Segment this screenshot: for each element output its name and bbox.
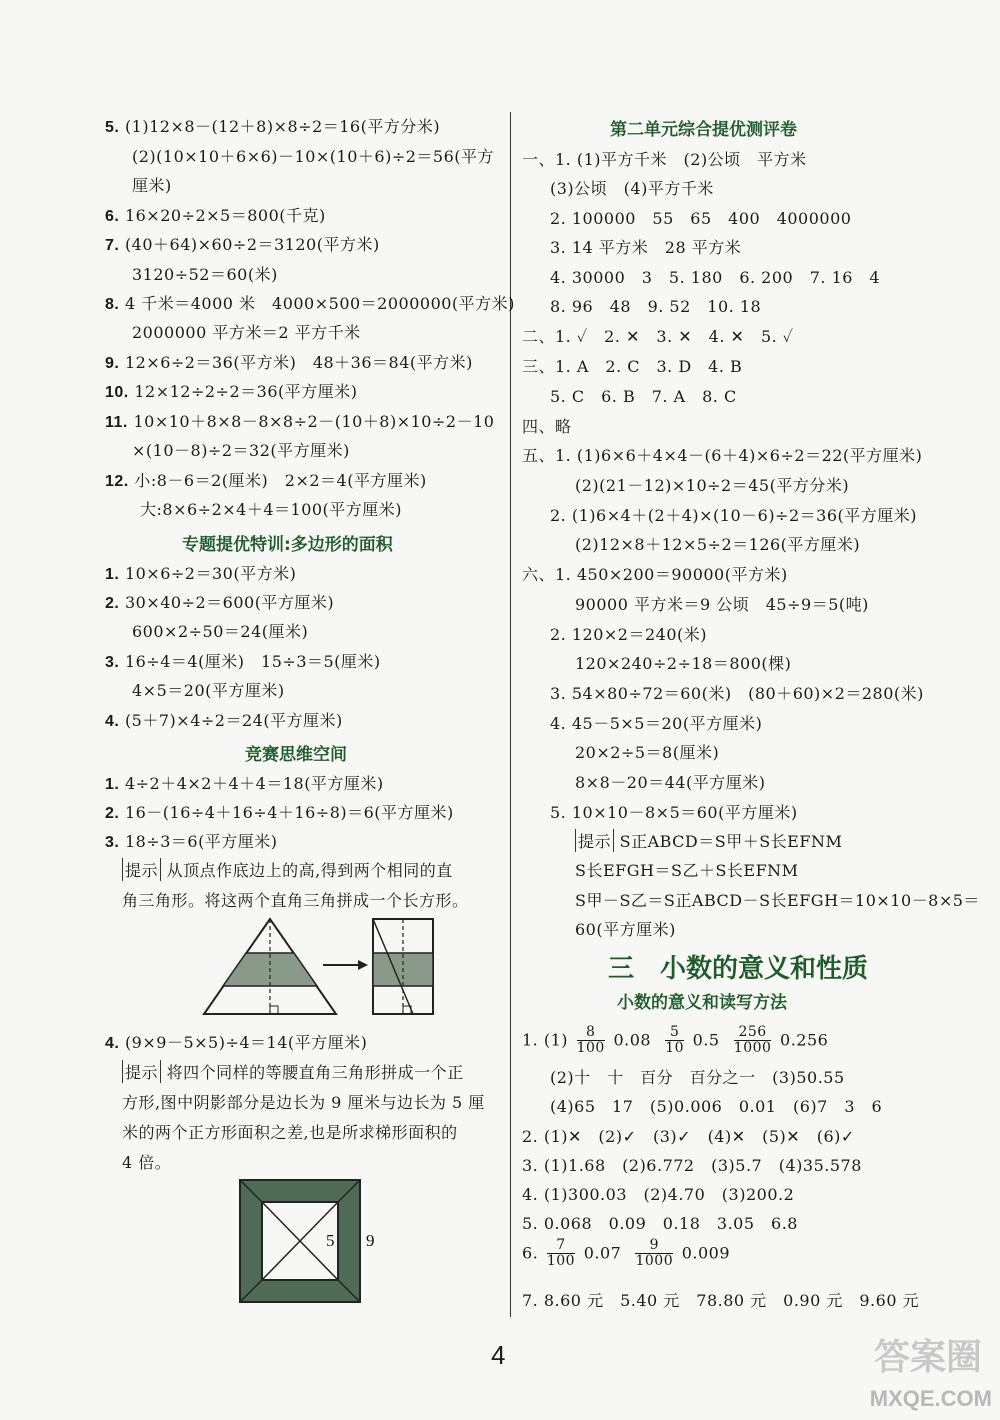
answer-text: 5. C 6. B 7. A 8. C <box>550 387 737 406</box>
question-number: 7. <box>105 237 120 254</box>
answer-text: (4)65 17 (5)0.006 0.01 (6)7 3 6 <box>550 1097 883 1116</box>
question-number: 6. <box>105 208 120 225</box>
answer-line <box>105 590 334 613</box>
answer-text: 4÷2＋4×2＋4＋4＝18(平方厘米) <box>124 774 384 793</box>
hint-3-line1 <box>122 858 453 881</box>
left-q4: 4. (9×9－5×5)÷4＝14(平方厘米) <box>105 1033 368 1052</box>
answer-line <box>132 678 285 701</box>
fraction: $\frac{5}{10}$ <box>665 1024 685 1057</box>
unit-test-heading: 第二单元综合提优测评卷 <box>610 120 797 140</box>
answer-text: 5. 0.068 0.09 0.18 3.05 6.8 <box>522 1214 798 1233</box>
q1-fractions: 1. (1) $\frac{8}{100}$ 0.08 $\frac{5}{10}$ 0.5 $\frac{256}{1000}$ 0.256 <box>522 1024 829 1057</box>
answer-line <box>522 354 742 377</box>
hint-4-line1: 提示 将四个同样的等腰直角三角形拼成一个正 <box>122 1060 464 1083</box>
fraction: $\frac{7}{100}$ <box>546 1237 576 1270</box>
answer-line <box>105 561 296 584</box>
question-number: 5. <box>105 119 120 136</box>
watermark-logo: 答案圈 <box>873 1337 982 1378</box>
answer-line <box>140 497 402 520</box>
answer-text: 三、1. A 2. C 3. D 4. B <box>522 357 743 376</box>
answer-text: 16×20÷2×5＝800(千克) <box>124 206 326 225</box>
answer-line <box>550 235 741 258</box>
question-number: 10. <box>105 384 129 401</box>
answer-line <box>132 438 350 461</box>
answer-text: 2. (1)✕ (2)✓ (3)✓ (4)✕ (5)✕ (6)✓ <box>522 1127 855 1146</box>
answer-line <box>105 203 326 226</box>
arrow-head-icon <box>358 960 368 970</box>
answer-text: 120×240÷2÷18＝800(棵) <box>575 654 792 673</box>
hint-5-line2: S长EFGH＝S乙＋S长EFNM <box>575 861 799 880</box>
answer-text: 二、1. ✓ 2. ✕ 3. ✕ 4. ✕ 5. ✓ <box>522 327 794 346</box>
answer-text: 2. (1)6×4＋(2＋4)×(10－6)÷2＝36(平方厘米) <box>550 506 917 525</box>
answer-text: 600×2÷50＝24(厘米) <box>132 622 309 641</box>
answer-line <box>105 232 380 255</box>
answer-text: 2. 100000 55 65 400 4000000 <box>550 209 852 228</box>
watermark: MXQE.COM <box>869 1386 992 1411</box>
hint-4-line2: 方形,图中阴影部分是边长为 9 厘米与边长为 5 厘 <box>122 1093 485 1112</box>
answer-line <box>105 708 343 731</box>
question-number: 8. <box>105 296 120 313</box>
answer-line <box>575 651 791 674</box>
answer-line <box>105 350 473 373</box>
hint-3-text-a: 从顶点作底边上的高,得到两个相同的直 <box>166 861 453 880</box>
answer-line <box>550 711 762 734</box>
question-number: 2. <box>105 595 120 612</box>
answer-text: (5＋7)×4÷2＝24(平方厘米) <box>124 711 343 730</box>
answer-line <box>522 1211 798 1234</box>
answer-line <box>550 265 880 288</box>
answer-line <box>522 443 922 466</box>
answer-text: 30×40÷2＝600(平方厘米) <box>124 593 335 612</box>
answer-line <box>105 291 515 314</box>
answer-line <box>575 740 719 763</box>
answer-line <box>550 1094 882 1117</box>
label-9: 9 <box>366 1231 375 1250</box>
answer-text: 大:8×6÷2×4＋4＝100(平方厘米) <box>140 500 403 519</box>
answer-text: 六、1. 450×200＝90000(平方米) <box>522 565 788 584</box>
right-angle-mark <box>270 1006 278 1014</box>
answer-text: (3)公顷 (4)平方千米 <box>550 179 714 198</box>
hint-5-line4: 60(平方厘米) <box>575 920 676 939</box>
hint-label: 提示 <box>122 858 161 881</box>
question-number: 3. <box>105 834 120 851</box>
answer-text: 4×5＝20(平方厘米) <box>132 681 285 700</box>
answer-text: ×(10－8)÷2＝32(平方厘米) <box>132 441 350 460</box>
answer-text: 四、略 <box>522 417 572 436</box>
answer-text: 16－(16÷4＋16÷4＋16÷8)＝6(平方厘米) <box>124 803 454 822</box>
question-number: 12. <box>105 473 129 490</box>
answer-line <box>105 468 427 491</box>
answer-line <box>522 562 788 585</box>
answer-line <box>132 173 172 196</box>
page-number: 4 <box>491 1340 506 1370</box>
answer-text: 4 千米＝4000 米 4000×500＝2000000(平方米) <box>124 294 515 313</box>
answer-text: 3. 54×80÷72＝60(米) (80＋60)×2＝280(米) <box>550 684 924 703</box>
answer-line <box>105 771 384 794</box>
answer-text: (40＋64)×60÷2＝3120(平方米) <box>124 235 380 254</box>
answer-text: 4. (1)300.03 (2)4.70 (3)200.2 <box>522 1185 795 1204</box>
fraction: $\frac{256}{1000}$ <box>733 1024 772 1057</box>
answer-line <box>105 114 440 137</box>
answer-text: 8. 96 48 9. 52 10. 18 <box>550 297 762 316</box>
answer-text: 2. 120×2＝240(米) <box>550 625 708 644</box>
answer-line <box>105 409 494 432</box>
answer-line <box>132 262 278 285</box>
answer-text: (1)12×8－(12＋8)×8÷2＝16(平方分米) <box>124 117 441 136</box>
answer-text: 五、1. (1)6×6＋4×4－(6＋4)×6÷2＝22(平方厘米) <box>522 446 923 465</box>
hint-4-line4: 4 倍。 <box>122 1153 172 1172</box>
answer-line <box>132 619 308 642</box>
answer-text: 8×8－20＝44(平方厘米) <box>575 773 766 792</box>
answer-line <box>105 829 278 852</box>
answer-line <box>522 1124 855 1147</box>
answer-line <box>105 800 454 823</box>
answer-line <box>575 770 765 793</box>
answer-line <box>522 414 572 437</box>
answer-line <box>550 503 917 526</box>
answer-line <box>522 324 794 347</box>
answer-text: 18÷3＝6(平方厘米) <box>124 832 278 851</box>
answer-text: 16÷4＝4(厘米) 15÷3＝5(厘米) <box>124 652 381 671</box>
answer-line <box>105 379 358 402</box>
question-number: 9. <box>105 355 120 372</box>
question-number: 11. <box>105 414 128 431</box>
q6-fractions: 6. $\frac{7}{100}$ 0.07 $\frac{9}{1000}$ 0.009 <box>522 1237 731 1270</box>
answer-text: (2)(21－12)×10÷2＝45(平方分米) <box>575 476 850 495</box>
answer-line <box>575 473 849 496</box>
answer-line <box>550 800 798 823</box>
answer-line <box>550 294 761 317</box>
answer-text: 10×6÷2＝30(平方米) <box>124 564 297 583</box>
answer-line <box>550 1065 845 1088</box>
answer-line <box>550 681 924 704</box>
answer-line <box>550 206 851 229</box>
square-frame-figure <box>238 1178 378 1308</box>
answer-text: 2000000 平方米＝2 平方千米 <box>132 323 361 342</box>
answer-line <box>522 1182 794 1205</box>
answer-text: 12×12÷2÷2＝36(平方厘米) <box>134 382 358 401</box>
hint-4-line3: 米的两个正方形面积之差,也是所求梯形面积的 <box>122 1123 458 1142</box>
answer-line <box>132 320 361 343</box>
section-title-decimal: 小数的意义和读写方法 <box>617 993 787 1013</box>
hint-3-line2: 角三角形。将这两个直角三角拼成一个长方形。 <box>122 891 469 910</box>
answer-line <box>522 147 807 170</box>
question-number: 3. <box>105 654 120 671</box>
answer-text: 4. 30000 3 5. 180 6. 200 7. 16 4 <box>550 268 881 287</box>
section-heading-competition: 竞赛思维空间 <box>245 745 347 765</box>
answer-text: 3120÷52＝60(米) <box>132 265 278 284</box>
answer-line <box>575 592 869 615</box>
answer-text: 12×6÷2＝36(平方米) 48＋36＝84(平方米) <box>124 353 473 372</box>
question-number: 1. <box>105 566 120 583</box>
answer-line <box>105 649 381 672</box>
label-5: 5 <box>326 1231 335 1250</box>
chapter-title: 三 小数的意义和性质 <box>608 954 869 984</box>
section-heading-polygon-area: 专题提优特训:多边形的面积 <box>182 535 393 555</box>
answer-text: 4. 45－5×5＝20(平方厘米) <box>550 714 763 733</box>
answer-line <box>575 532 860 555</box>
answer-text: 5. 10×10－8×5＝60(平方厘米) <box>550 803 798 822</box>
hint-5-line3: S甲－S乙＝S正ABCD－S长EFGH＝10×10－8×5＝ <box>575 891 980 910</box>
hint-5-line1: 提示 S正ABCD＝S甲＋S长EFNM <box>575 829 842 852</box>
answer-line <box>550 622 707 645</box>
answer-line <box>522 1153 862 1176</box>
answer-text: 3. (1)1.68 (2)6.772 (3)5.7 (4)35.578 <box>522 1156 862 1175</box>
answer-text: 10×10＋8×8－8×8÷2－(10＋8)×10÷2－10 <box>133 412 495 431</box>
question-number: 1. <box>105 776 120 793</box>
fraction: $\frac{8}{100}$ <box>576 1024 605 1057</box>
answer-text: 小:8－6＝2(厘米) 2×2＝4(平方厘米) <box>134 471 427 490</box>
answer-text: (2)12×8＋12×5÷2＝126(平方厘米) <box>575 535 861 554</box>
question-number: 4. <box>105 713 120 730</box>
answer-text: 90000 平方米＝9 公顷 45÷9＝5(吨) <box>575 595 869 614</box>
answer-text: 厘米) <box>132 176 172 195</box>
fraction: $\frac{9}{1000}$ <box>635 1237 674 1270</box>
answer-line <box>550 384 737 407</box>
answer-text: (2)(10×10＋6×6)－10×(10＋6)÷2＝56(平方 <box>132 147 495 166</box>
answer-text: 一、1. (1)平方千米 (2)公顷 平方米 <box>522 150 807 169</box>
triangle-rearrange-figure <box>200 915 450 1020</box>
answer-line <box>132 144 494 167</box>
question-number: 2. <box>105 805 120 822</box>
q7-line: 7. 8.60 元 5.40 元 78.80 元 0.90 元 9.60 元 <box>522 1291 920 1310</box>
answer-line <box>550 176 714 199</box>
answer-text: 3. 14 平方米 28 平方米 <box>550 238 742 257</box>
answer-text: (2)十 十 百分 百分之一 (3)50.55 <box>550 1068 845 1087</box>
answer-text: 20×2÷5＝8(厘米) <box>575 743 720 762</box>
